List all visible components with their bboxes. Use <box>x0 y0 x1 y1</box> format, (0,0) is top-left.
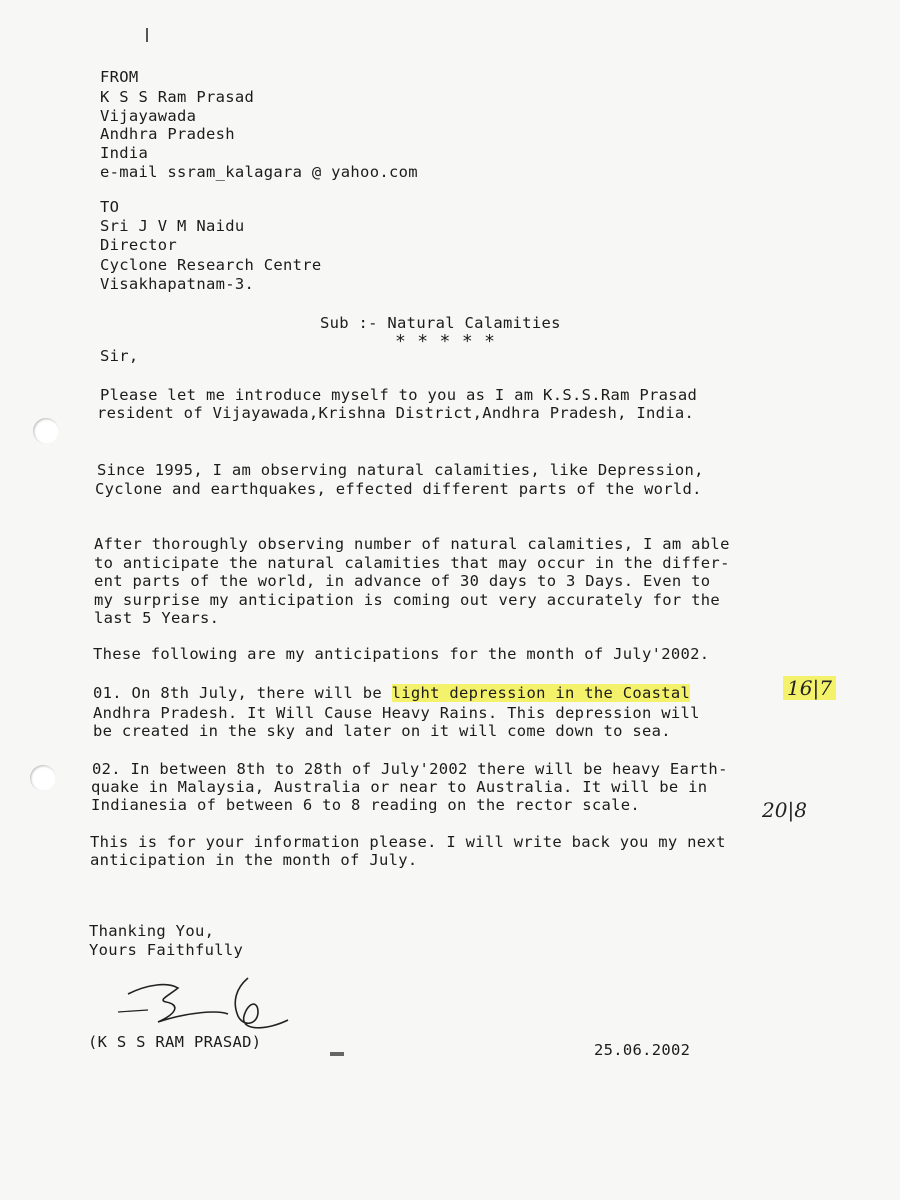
closing-line: Yours Faithfully <box>89 941 244 959</box>
to-city: Visakhapatnam-3. <box>100 275 255 293</box>
closing-line: Thanking You, <box>89 922 215 940</box>
para-3-line: my surprise my anticipation is coming out very accurately for the <box>94 591 721 609</box>
para-5-line: be created in the sky and later on it will come down to sea. <box>93 722 671 740</box>
para-3-line: last 5 Years. <box>94 609 220 627</box>
signature-name: (K S S RAM PRASAD) <box>88 1033 262 1051</box>
from-name: K S S Ram Prasad <box>100 88 255 106</box>
to-title: Director <box>100 236 178 254</box>
scan-speck <box>330 1052 344 1056</box>
to-label: TO <box>100 198 120 216</box>
from-label: FROM <box>100 68 139 86</box>
para-7-line: anticipation in the month of July. <box>90 851 418 869</box>
para-6-line: Indianesia of between 6 to 8 reading on the rector scale. <box>91 796 641 814</box>
para-2-line: Cyclone and earthquakes, effected different parts of the world. <box>95 480 702 498</box>
para-4-line: These following are my anticipations for the month of July'2002. <box>93 645 710 663</box>
para-5-prefix: 01. On 8th July, there will be <box>93 684 392 702</box>
highlighted-text: light depression in the Coastal <box>391 684 691 702</box>
handwritten-note-1: 16|7 <box>783 676 836 700</box>
letter-date: 25.06.2002 <box>594 1041 691 1059</box>
scan-speck <box>146 28 148 42</box>
para-1-line: resident of Vijayawada,Krishna District,Andhra Pradesh, India. <box>97 404 695 422</box>
signature-scribble <box>108 972 308 1042</box>
punch-hole-bottom <box>30 765 56 791</box>
subject-line: Sub :- Natural Calamities <box>320 314 561 332</box>
from-country: India <box>100 144 149 162</box>
handwritten-note-2: 20|8 <box>762 798 807 822</box>
from-city: Vijayawada <box>100 107 197 125</box>
para-3-line: After thoroughly observing number of natural calamities, I am able <box>94 535 730 553</box>
para-6-line: quake in Malaysia, Australia or near to Australia. It will be in <box>91 778 708 796</box>
para-7-line: This is for your information please. I will write back you my next <box>90 833 726 851</box>
para-5-line: Andhra Pradesh. It Will Cause Heavy Rains. This depression will <box>93 704 700 722</box>
subject-stars: * * * * * <box>395 331 496 352</box>
punch-hole-top <box>33 418 59 444</box>
para-5-line <box>93 684 690 702</box>
to-org: Cyclone Research Centre <box>100 256 322 274</box>
from-email: e-mail ssram_kalagara @ yahoo.com <box>100 163 418 181</box>
from-state: Andhra Pradesh <box>100 125 235 143</box>
para-3-line: ent parts of the world, in advance of 30 days to 3 Days. Even to <box>94 572 711 590</box>
to-name: Sri J V M Naidu <box>100 217 245 235</box>
para-1-line: Please let me introduce myself to you as I am K.S.S.Ram Prasad <box>100 386 698 404</box>
para-3-line: to anticipate the natural calamities that may occur in the differ- <box>94 554 730 572</box>
para-2-line: Since 1995, I am observing natural calamities, like Depression, <box>97 461 704 479</box>
para-6-line: 02. In between 8th to 28th of July'2002 there will be heavy Earth- <box>92 760 728 778</box>
salutation: Sir, <box>100 347 139 365</box>
